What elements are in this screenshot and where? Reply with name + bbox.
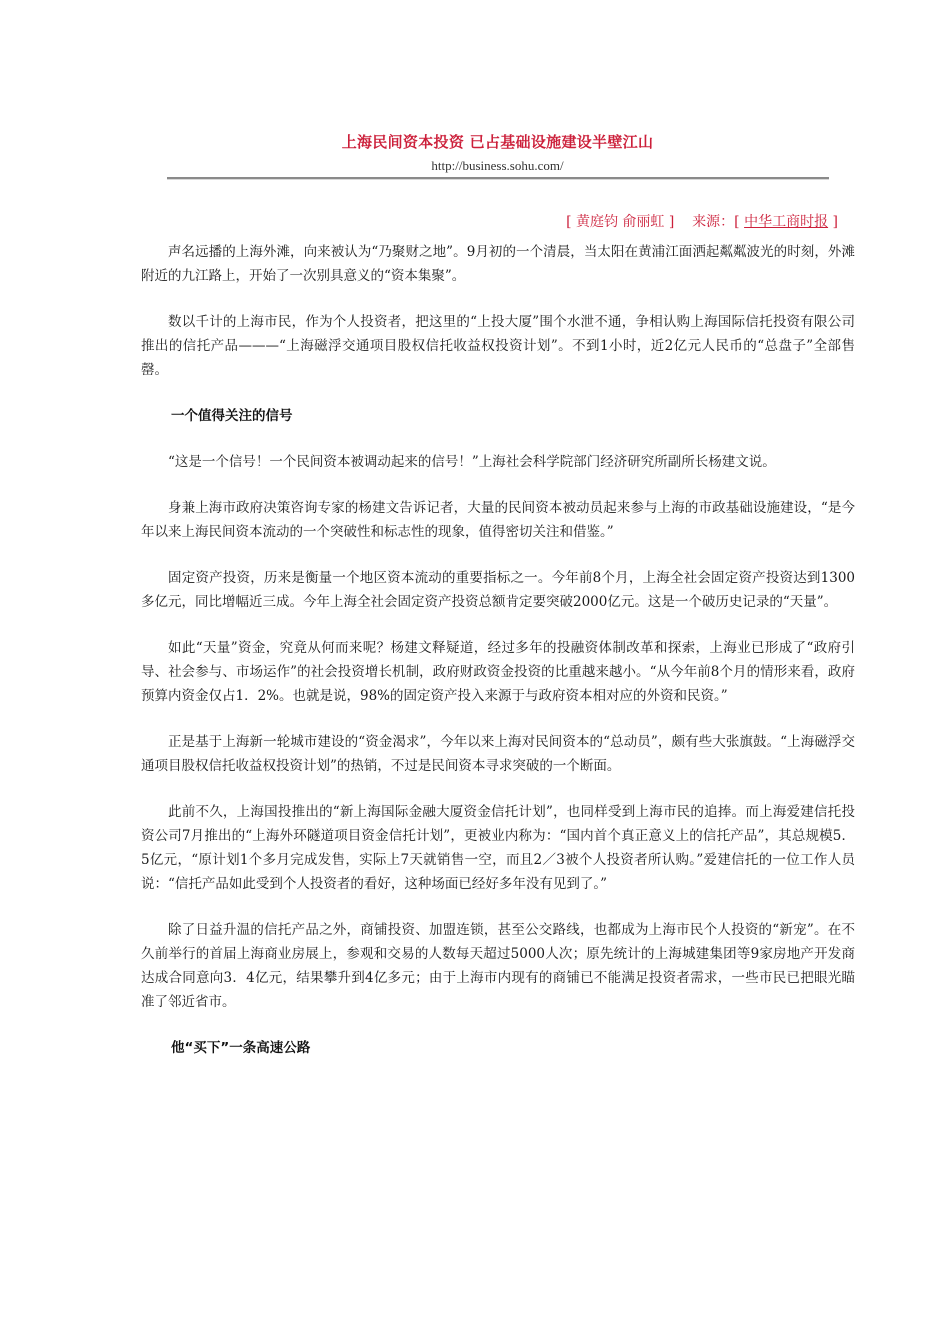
byline-authors: [ 黄庭钧 俞丽虹 ] (566, 214, 675, 230)
section-heading: 一个值得关注的信号 (171, 408, 293, 424)
byline-source-label: 来源：[ (692, 214, 740, 230)
body-paragraph: 除了日益升温的信托产品之外，商铺投资、加盟连锁，甚至公交路线，也都成为上海市民个人投资的“新宠”。在不久前举行的首届上海商业房展上，参观和交易的人数每天超过5000人次；原先统计的上海城建集团等9家房地产开发商达成合同意向3．4亿元，结果攀升到4亿多元；由于上海市内现有的商铺已不能满足投资者需求，一些市民已把眼光瞄准了邻近省市。 (141, 922, 855, 1010)
body-paragraph: 此前不久，上海国投推出的“新上海国际金融大厦资金信托计划”，也同样受到上海市民的追捧。而上海爱建信托投资公司7月推出的“上海外环隧道项目资金信托计划”，更被业内称为：“国内首个真正意义上的信托产品”，其总规模5．5亿元，“原计划1个多月完成发售，实际上7天就销售一空，而且2／3被个人投资者所认购。”爱建信托的一位工作人员说：“信托产品如此受到个人投资者的看好，这种场面已经好多年没有见到了。” (141, 804, 855, 892)
article-body (141, 240, 855, 1082)
byline (566, 211, 838, 231)
section-heading: 他“买下”一条高速公路 (171, 1040, 311, 1056)
body-paragraph: 身兼上海市政府决策咨询专家的杨建文告诉记者，大量的民间资本被动员起来参与上海的市政基础设施建设，“是今年以来上海民间资本流动的一个突破性和标志性的现象，值得密切关注和借鉴。” (141, 500, 855, 540)
body-paragraph: 数以千计的上海市民，作为个人投资者，把这里的“上投大厦”围个水泄不通，争相认购上海国际信托投资有限公司推出的信托产品———“上海磁浮交通项目股权信托收益权投资计划”。不到1小时，近2亿元人民币的“总盘子”全部售罄。 (141, 314, 855, 378)
byline-source-close: ] (832, 214, 838, 230)
body-paragraph: 正是基于上海新一轮城市建设的“资金渴求”，今年以来上海对民间资本的“总动员”，颇有些大张旗鼓。“上海磁浮交通项目股权信托收益权投资计划”的热销，不过是民间资本寻求突破的一个断面。 (141, 734, 855, 774)
article-title: 上海民间资本投资 已占基础设施建设半壁江山 (341, 133, 654, 151)
body-paragraph: 如此“天量”资金，究竟从何而来呢？杨建文释疑道，经过多年的投融资体制改革和探索，上海业已形成了“政府引导、社会参与、市场运作”的社会投资增长机制，政府财政资金投资的比重越来越小。“从今年前8个月的情形来看，政府预算内资金仅占1．2%。也就是说，98%的固定资产投入来源于与政府资本相对应的外资和民资。” (141, 640, 855, 704)
body-paragraph: 声名远播的上海外滩，向来被认为“乃聚财之地”。9月初的一个清晨，当太阳在黄浦江面洒起粼粼波光的时刻，外滩附近的九江路上，开始了一次别具意义的“资本集聚”。 (141, 244, 855, 284)
body-paragraph: 固定资产投资，历来是衡量一个地区资本流动的重要指标之一。今年前8个月，上海全社会固定资产投资达到1300多亿元，同比增幅近三成。今年上海全社会固定资产投资总额肯定要突破2000亿元。这是一个破历史记录的“天量”。 (141, 570, 855, 610)
body-paragraph: “这是一个信号！一个民间资本被调动起来的信号！”上海社会科学院部门经济研究所副所长杨建文说。 (168, 454, 776, 470)
title-divider (167, 177, 829, 180)
source-name-link[interactable]: 中华工商时报 (744, 214, 829, 230)
source-url: http://business.sohu.com/ (431, 158, 564, 173)
